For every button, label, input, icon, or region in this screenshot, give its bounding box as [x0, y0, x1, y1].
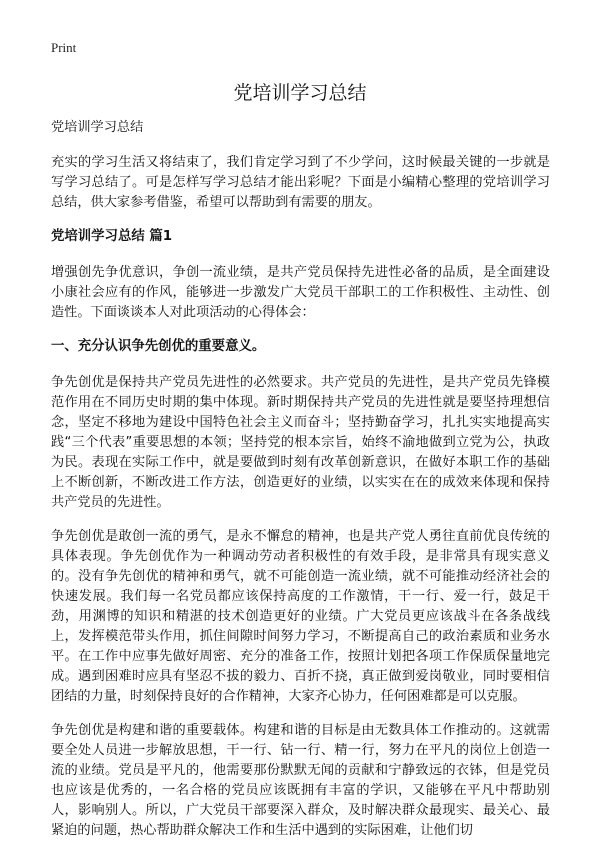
subheading-1: 一、充分认识争先创优的重要意义。	[51, 339, 266, 354]
paragraph-2: 争先创优是保持共产党员先进性的必然要求。共产党员的先进性，是共产党员先锋模范作用在不同历史时期的集中体现。新时期保持共产党员的先进性就是要坚持理想信念，坚定不移地为建设中国特色社会主义而奋斗；坚持勤奋学习，扎扎实实地提高实践“三个代表”重要思想的本领；坚持党的根本宗旨，始终不渝地做到立党为公，执政为民。表现在实际工作中，就是要做到时刻有改革创新意识，在做好本职工作的基础上不断创新，不断改进工作方法，创造更好的业绩，以实实在在的成效来体现和保持共产党员的先进性。	[51, 375, 550, 510]
section-heading: 党培训学习总结 篇1	[51, 229, 173, 244]
page-title: 党培训学习总结	[233, 82, 367, 104]
intro-paragraph: 充实的学习生活又将结束了，我们肯定学习到了不少学问，这时候最关键的一步就是写学习总结了。可是怎样写学习总结才能出彩呢？下面是小编精心整理的党培训学习总结，供大家参考借鉴，希望可以帮助到有需要的朋友。	[51, 155, 550, 210]
paragraph-4: 争先创优是构建和谐的重要载体。构建和谐的目标是由无数具体工作推动的。这就需要全处人员进一步解放思想，干一行、钻一行、精一行，努力在平凡的岗位上创造一流的业绩。党员是平凡的，他需要那份默默无闻的贡献和宁静致远的衣钵，但是党员也应该是优秀的，一名合格的党员应该既拥有丰富的学识，又能够在平凡中帮助别人，影响别人。所以，广大党员干部要深入群众，及时解决群众最现实、最关心、最紧迫的问题，热心帮助群众解决工作和生活中遇到的实际困难，让他们切	[51, 723, 550, 838]
print-link[interactable]: Print	[51, 40, 77, 55]
article-body	[51, 118, 550, 855]
paragraph-1: 增强创先争优意识，争创一流业绩，是共产党员保持先进性必备的品质，是全面建设小康社会应有的作风，能够进一步激发广大党员干部职工的工作积极性、主动性、创造性。下面谈谈本人对此项活动的心得体会：	[51, 265, 550, 320]
article-subtitle: 党培训学习总结	[51, 120, 144, 135]
paragraph-3: 争先创优是敢创一流的勇气，是永不懈怠的精神，也是共产党人勇往直前优良传统的具体表现。争先创优作为一种调动劳动者积极性的有效手段，是非常具有现实意义的。没有争先创优的精神和勇气，就不可能创造一流业绩，就不可能推动经济社会的快速发展。我们每一名党员都应该保持高度的工作激情，干一行、爱一行，鼓足干劲，用渊博的知识和精湛的技术创造更好的业绩。广大党员更应该战斗在各条战线上，发挥模范带头作用，抓住间隙时间努力学习，不断提高自己的政治素质和业务水平。在工作中应事先做好周密、充分的准备工作，按照计划把各项工作保质保量地完成。遇到困难时应具有坚忍不拔的毅力、百折不挠，真正做到爱岗敬业，同时要相信团结的力量，时刻保持良好的合作精神，大家齐心协力，任何困难都是可以克服。	[51, 529, 550, 704]
